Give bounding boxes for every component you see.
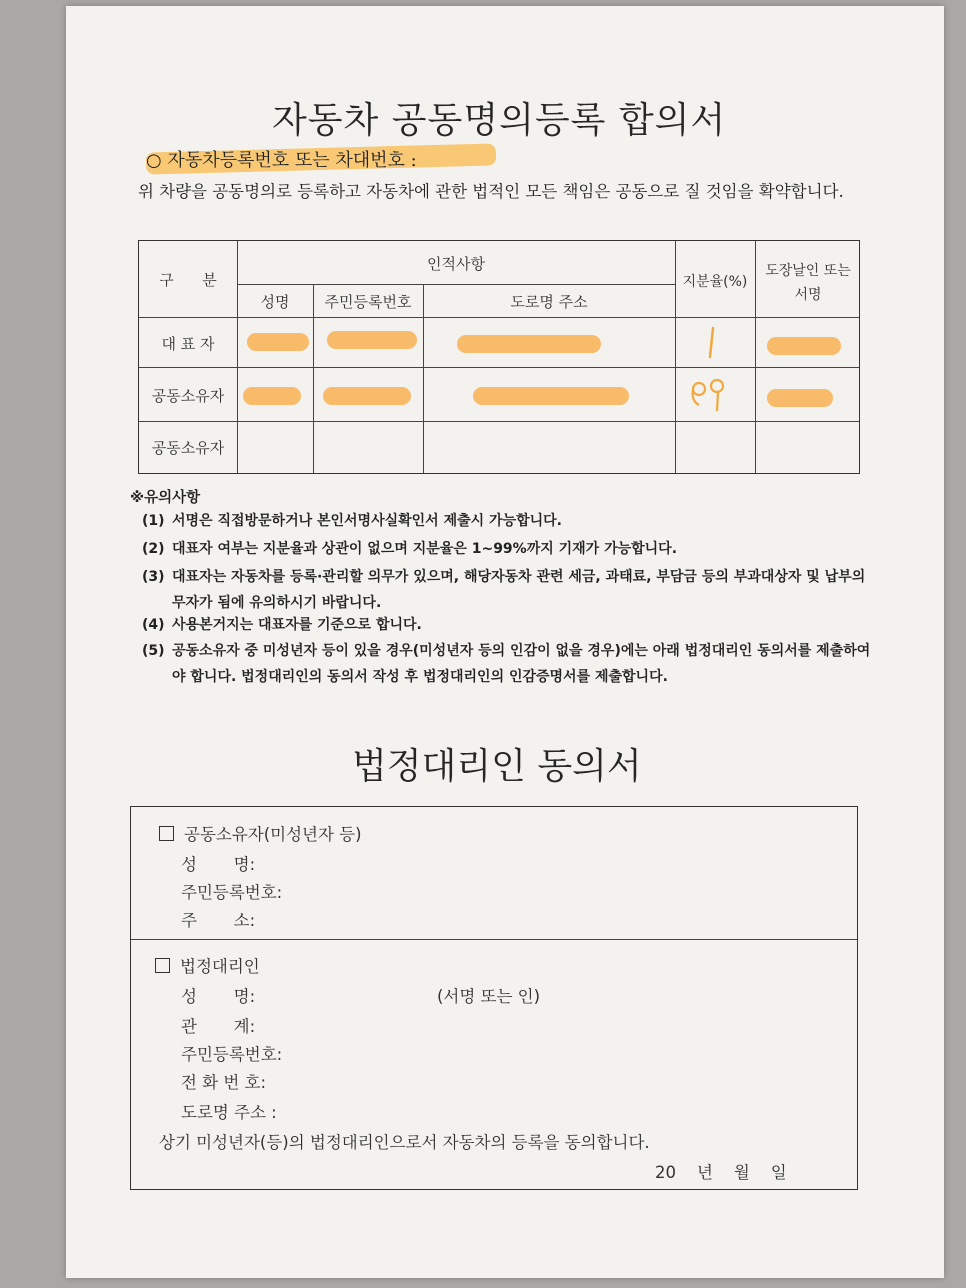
caution-number: (2) bbox=[142, 541, 165, 557]
division-header: 구 분 bbox=[159, 271, 217, 289]
consent-title: 법정대리인 동의서 bbox=[352, 746, 642, 787]
row-label-coowner: 공동소유자 bbox=[151, 439, 225, 457]
redaction-marker bbox=[767, 389, 833, 407]
guardian-address-label: 도로명 주소 : bbox=[181, 1103, 277, 1122]
personal-info-header: 인적사항 bbox=[427, 255, 485, 273]
guardian-checkbox[interactable] bbox=[155, 958, 170, 973]
handwritten-share-99 bbox=[687, 377, 731, 417]
caution-text: 서명은 직접방문하거나 본인서명사실확인서 제출시 가능합니다. bbox=[172, 513, 562, 529]
row-label-coowner: 공동소유자 bbox=[151, 387, 225, 405]
coowner-address-label: 주 소: bbox=[181, 911, 256, 930]
consent-statement: 상기 미성년자(등)의 법정대리인으로서 자동차의 등록을 동의합니다. bbox=[159, 1133, 650, 1152]
row-label-representative: 대 표 자 bbox=[161, 335, 215, 353]
id-column-header: 주민등록번호 bbox=[324, 293, 412, 311]
table-divider bbox=[139, 421, 859, 422]
seal-header: 도장날인 또는 서명 bbox=[765, 263, 851, 303]
caution-text: 사용본거지는 대표자를 기준으로 합니다. bbox=[172, 617, 422, 633]
coowner-header bbox=[159, 821, 362, 845]
coowner-name-label: 성 명: bbox=[181, 855, 256, 874]
guardian-header-label: 법정대리인 bbox=[180, 957, 260, 976]
guardian-phone-label: 전 화 번 호: bbox=[181, 1073, 267, 1092]
address-column-header: 도로명 주소 bbox=[510, 293, 588, 311]
guardian-header bbox=[155, 953, 260, 977]
redaction-marker bbox=[323, 387, 411, 405]
handwritten-share-1 bbox=[703, 325, 723, 361]
redaction-marker bbox=[327, 331, 417, 349]
caution-item bbox=[142, 508, 872, 534]
table-divider bbox=[237, 284, 675, 285]
coowner-id-label: 주민등록번호: bbox=[181, 883, 283, 902]
share-header: 지분율(%) bbox=[682, 274, 748, 290]
caution-number: (3) bbox=[142, 569, 165, 585]
coowner-checkbox[interactable] bbox=[159, 826, 174, 841]
consent-date-line: 20 년 월 일 bbox=[655, 1163, 787, 1182]
consent-divider bbox=[131, 939, 857, 940]
guardian-sign-hint: (서명 또는 인) bbox=[437, 987, 541, 1006]
caution-text: 대표자 여부는 지분율과 상관이 없으며 지분율은 1~99%까지 기재가 가능합니다. bbox=[172, 541, 678, 557]
guardian-id-label: 주민등록번호: bbox=[181, 1045, 283, 1064]
caution-item bbox=[142, 564, 872, 616]
redaction-marker bbox=[243, 387, 301, 405]
redaction-marker bbox=[457, 335, 601, 353]
table-divider bbox=[423, 284, 424, 473]
caution-number: (5) bbox=[142, 643, 165, 659]
ownership-table bbox=[138, 240, 860, 474]
guardian-name-label: 성 명: bbox=[181, 987, 256, 1006]
redaction-marker bbox=[767, 337, 841, 355]
redaction-marker bbox=[247, 333, 309, 351]
form-paper bbox=[66, 6, 944, 1278]
cautions-title: ※유의사항 bbox=[130, 490, 201, 506]
redaction-marker bbox=[473, 387, 629, 405]
table-divider bbox=[313, 284, 314, 473]
table-divider bbox=[755, 241, 756, 473]
intro-statement: 위 차량을 공동명의로 등록하고 자동차에 관한 법적인 모든 책임은 공동으로 질 것임을 확약합니다. bbox=[138, 182, 844, 201]
caution-text: 공동소유자 중 미성년자 등이 있을 경우(미성년자 등의 인감이 없을 경우)에는 아래 법정대리인 동의서를 제출하여야 합니다. 법정대리인의 동의서 작성 후 법정대리인의 인감증명서를 제출합니다. bbox=[172, 643, 871, 685]
table-divider bbox=[237, 241, 238, 473]
caution-number: (1) bbox=[142, 513, 165, 529]
caution-item bbox=[142, 612, 872, 638]
name-column-header: 성명 bbox=[260, 293, 290, 311]
table-divider bbox=[139, 367, 859, 368]
caution-text: 대표자는 자동차를 등록·관리할 의무가 있으며, 해당자동차 관련 세금, 과태료, 부담금 등의 부과대상자 및 납부의무자가 됨에 유의하시기 바랍니다. bbox=[172, 569, 866, 611]
caution-item bbox=[142, 536, 872, 562]
coowner-header-label: 공동소유자(미성년자 등) bbox=[184, 825, 362, 844]
table-divider bbox=[139, 317, 859, 318]
registration-number-line: ○ 자동차등록번호 또는 차대번호 : bbox=[146, 150, 417, 171]
consent-box bbox=[130, 806, 858, 1190]
form-title: 자동차 공동명의등록 합의서 bbox=[272, 100, 727, 141]
caution-item bbox=[142, 638, 872, 690]
guardian-relation-label: 관 계: bbox=[181, 1017, 256, 1036]
caution-number: (4) bbox=[142, 617, 165, 633]
